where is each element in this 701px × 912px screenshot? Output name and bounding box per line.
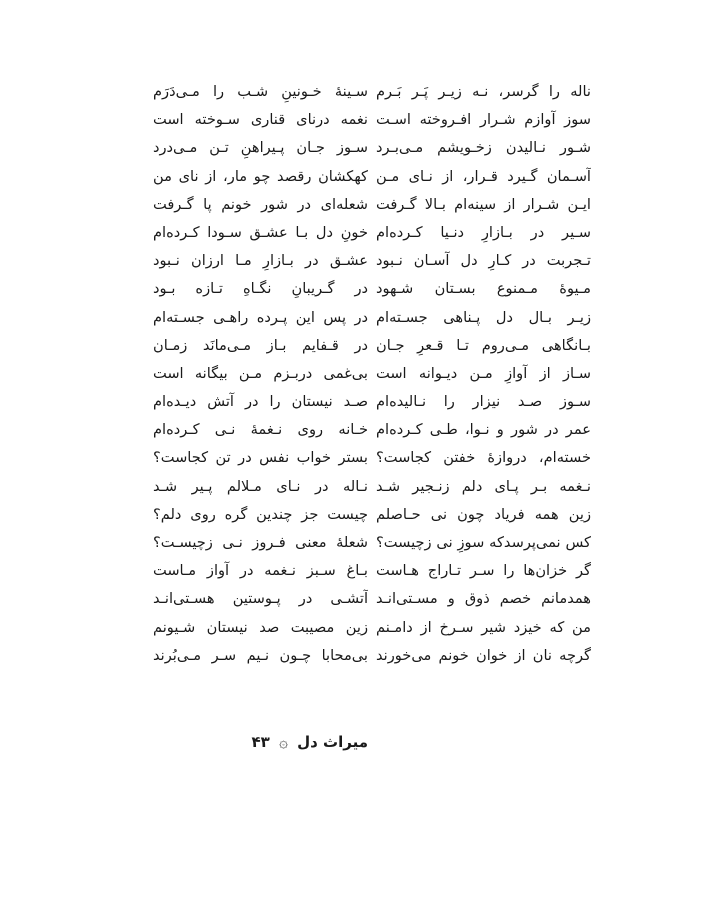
verse-line: سـیر در بـازارِ دنـیا کـرده‌ام [376,223,591,241]
verse-line: مـیوهٔ مـمنوع بسـتان شـهود [376,280,591,298]
verse-line: خسته‌ام، دروازهٔ خفتن کجاست؟ [376,449,591,467]
verse-line: سـینهٔ خـونینِ شـب را مـی‌دَرَم [153,83,368,100]
verse-line: نغمه درنای قناری سـوخته است [153,111,368,129]
verse-line: بی‌محابا چـون نـیم سـر مـی‌بُرند [153,646,368,664]
verse-line: سـاز از آوازِ مـن دیـوانه است [376,364,591,382]
verse-line: ایـن شـرار از سینه‌ام بـالا گـرفت [376,195,591,213]
verse-line: آتشـی در پـوستین هسـتی‌انـد [153,590,368,608]
poem-left-column [153,78,368,670]
verse-line: بـانگاهی مـی‌روم تـا قـعرِ جـان [376,336,591,354]
page-number: ۴۳ [251,733,270,751]
verse-line: آسـمان گـیرد قـرار، از نـای مـن [376,167,591,185]
verse-line: گر خزان‌ها را سـر تـاراج هـاست [376,562,591,580]
verse-line: در قـفایم بـاز مـی‌مانَد زمـان [153,336,368,354]
page-footer [153,733,368,751]
poem-right-column [376,78,591,670]
verse-line: خونِ دل بـا عشـق سـودا کـرده‌ام [153,223,368,241]
verse-line: در پس این پـرده راهـی جسـته‌ام [153,308,368,326]
verse-line: عشـق در بـازارِ مـا ارزان نـبود [153,252,368,270]
verse-line: بی‌غمی دربـزم مـن بیگانه است [153,364,368,382]
verse-line: زین مصیبت صد نیستان شـیونم [153,618,368,636]
verse-line: کهکشان رقصد چو مار، از نای من [153,167,368,185]
verse-line: ناله را گرسر، نـه زیـر پَـر بَـرم [376,83,591,100]
verse-line: زین همه فریاد چون نی حـاصلم [376,505,591,523]
verse-line: در گـریبانِ نگـاهِ تـازه بـود [153,280,368,298]
verse-line: بـاغ سـبز نـغمه در آواز مـاست [153,562,368,580]
verse-line: خـانه روی نـغمهٔ نـی کـرده‌ام [153,421,368,439]
verse-line: شعله‌ای در شور خونم پا گـرفت [153,195,368,213]
verse-line: نـغمه بـر پـای دلم زنـجیر شـد [376,477,591,495]
verse-line: سوز آوازم شـرار افـروخته اسـت [376,111,591,129]
verse-line: همدمانم خصم ذوق و مسـتی‌انـد [376,590,591,608]
verse-line: کس نمی‌پرسدکه سوزِ نی زچیست؟ [376,534,591,551]
verse-line: من که خیزد شیر سـرخ از دامـنم [376,618,591,636]
verse-line: تـجربت در کـارِ دل آسـان نـبود [376,252,591,270]
verse-line: گرچه نان از خوان خونم می‌خورند [376,646,591,664]
book-title: میراث دل [297,733,368,751]
verse-line: سـوز صـد نیزار را نـالیده‌ام [376,393,591,411]
verse-line: شـور نـالیدن زخـویشم مـی‌بـرد [376,139,591,157]
verse-line: بستر خواب نفس در تن کجاست؟ [153,449,368,467]
ornament-icon: ۞ [279,733,288,751]
verse-line: سـوز جـان پـیراهنِ تـن مـی‌درد [153,139,368,157]
verse-line: عمر در شور و نـوا، طـی کـرده‌ام [376,421,591,439]
verse-line: شعلهٔ معنی فـروز نـی زچیسـت؟ [153,534,368,551]
verse-line: صـد نیستان را در آتش دیـده‌ام [153,393,368,411]
verse-line: چیست جز چندین گره روی دلم؟ [153,505,368,523]
verse-line: زیـر بـال دل پـناهی جسـته‌ام [376,308,591,326]
verse-line: نـاله در نـای مـلالم پـیر شـد [153,477,368,495]
